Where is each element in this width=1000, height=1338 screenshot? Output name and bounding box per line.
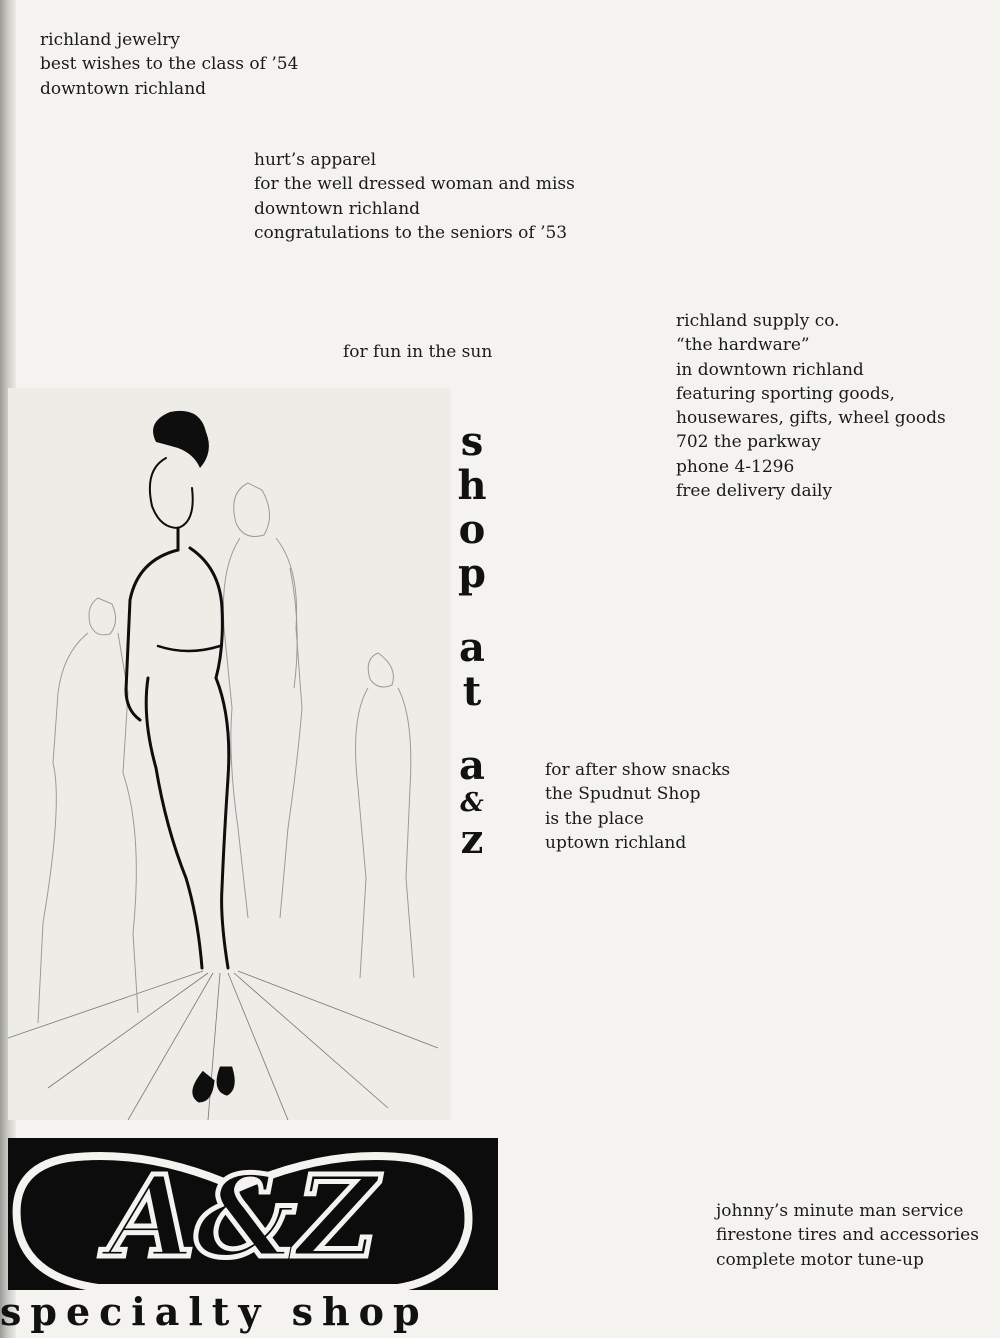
ad-line: housewares, gifts, wheel goods <box>676 408 946 429</box>
slogan-letter: o <box>458 506 486 553</box>
slogan-ampersand: & <box>460 788 484 818</box>
fashion-illustration <box>8 388 451 1120</box>
slogan-letter: p <box>458 550 486 597</box>
ad-line: the Spudnut Shop <box>545 784 701 805</box>
vertical-slogan-shop-at-az <box>452 420 492 862</box>
ad-line: downtown richland <box>40 78 207 99</box>
ad-line: richland jewelry <box>40 30 180 50</box>
ad-line: complete motor tune-up <box>716 1249 924 1270</box>
ad-line: “the hardware” <box>676 335 810 356</box>
ad-line: free delivery daily <box>676 481 833 502</box>
slogan-letter: z <box>460 816 484 863</box>
ad-line: congratulations to the seniors of ’53 <box>254 222 568 243</box>
az-heart-logo <box>8 1138 498 1290</box>
ad-johnnys-service <box>716 1199 979 1272</box>
az-logo-text: A&Z <box>108 1152 378 1283</box>
slogan-letter: s <box>460 418 484 465</box>
ad-line: best wishes to the class of ’54 <box>40 54 299 75</box>
slogan-gap <box>452 596 492 626</box>
ad-line: johnny’s minute man service <box>716 1201 964 1221</box>
ad-fun-in-the-sun <box>343 340 492 364</box>
ad-line: hurt’s apparel <box>254 150 377 170</box>
ad-line: featuring sporting goods, <box>676 383 895 404</box>
ad-line: for after show snacks <box>545 760 731 780</box>
ad-spudnut-shop <box>545 758 730 855</box>
slogan-gap <box>452 714 492 744</box>
ad-line: for fun in the sun <box>343 342 493 362</box>
ad-line: for the well dressed woman and miss <box>254 174 575 195</box>
ad-hurts-apparel <box>254 148 575 245</box>
ad-line: is the place <box>545 808 644 829</box>
slogan-letter: a <box>459 742 485 789</box>
ad-line: phone 4-1296 <box>676 456 795 477</box>
specialty-shop-text: specialty shop <box>0 1289 429 1334</box>
ad-line: 702 the parkway <box>676 432 821 453</box>
slogan-letter: t <box>462 668 482 715</box>
ad-line: in downtown richland <box>676 359 864 380</box>
slogan-letter: h <box>457 462 487 509</box>
ad-line: richland supply co. <box>676 311 840 331</box>
fashion-sketch-image <box>8 388 451 1120</box>
ad-line: firestone tires and accessories <box>716 1225 979 1246</box>
ad-richland-jewelry <box>40 28 298 101</box>
ad-richland-supply <box>676 309 946 503</box>
ad-line: uptown richland <box>545 832 687 853</box>
az-logo-band <box>8 1138 498 1290</box>
ad-line: downtown richland <box>254 198 421 219</box>
slogan-letter: a <box>459 624 485 671</box>
